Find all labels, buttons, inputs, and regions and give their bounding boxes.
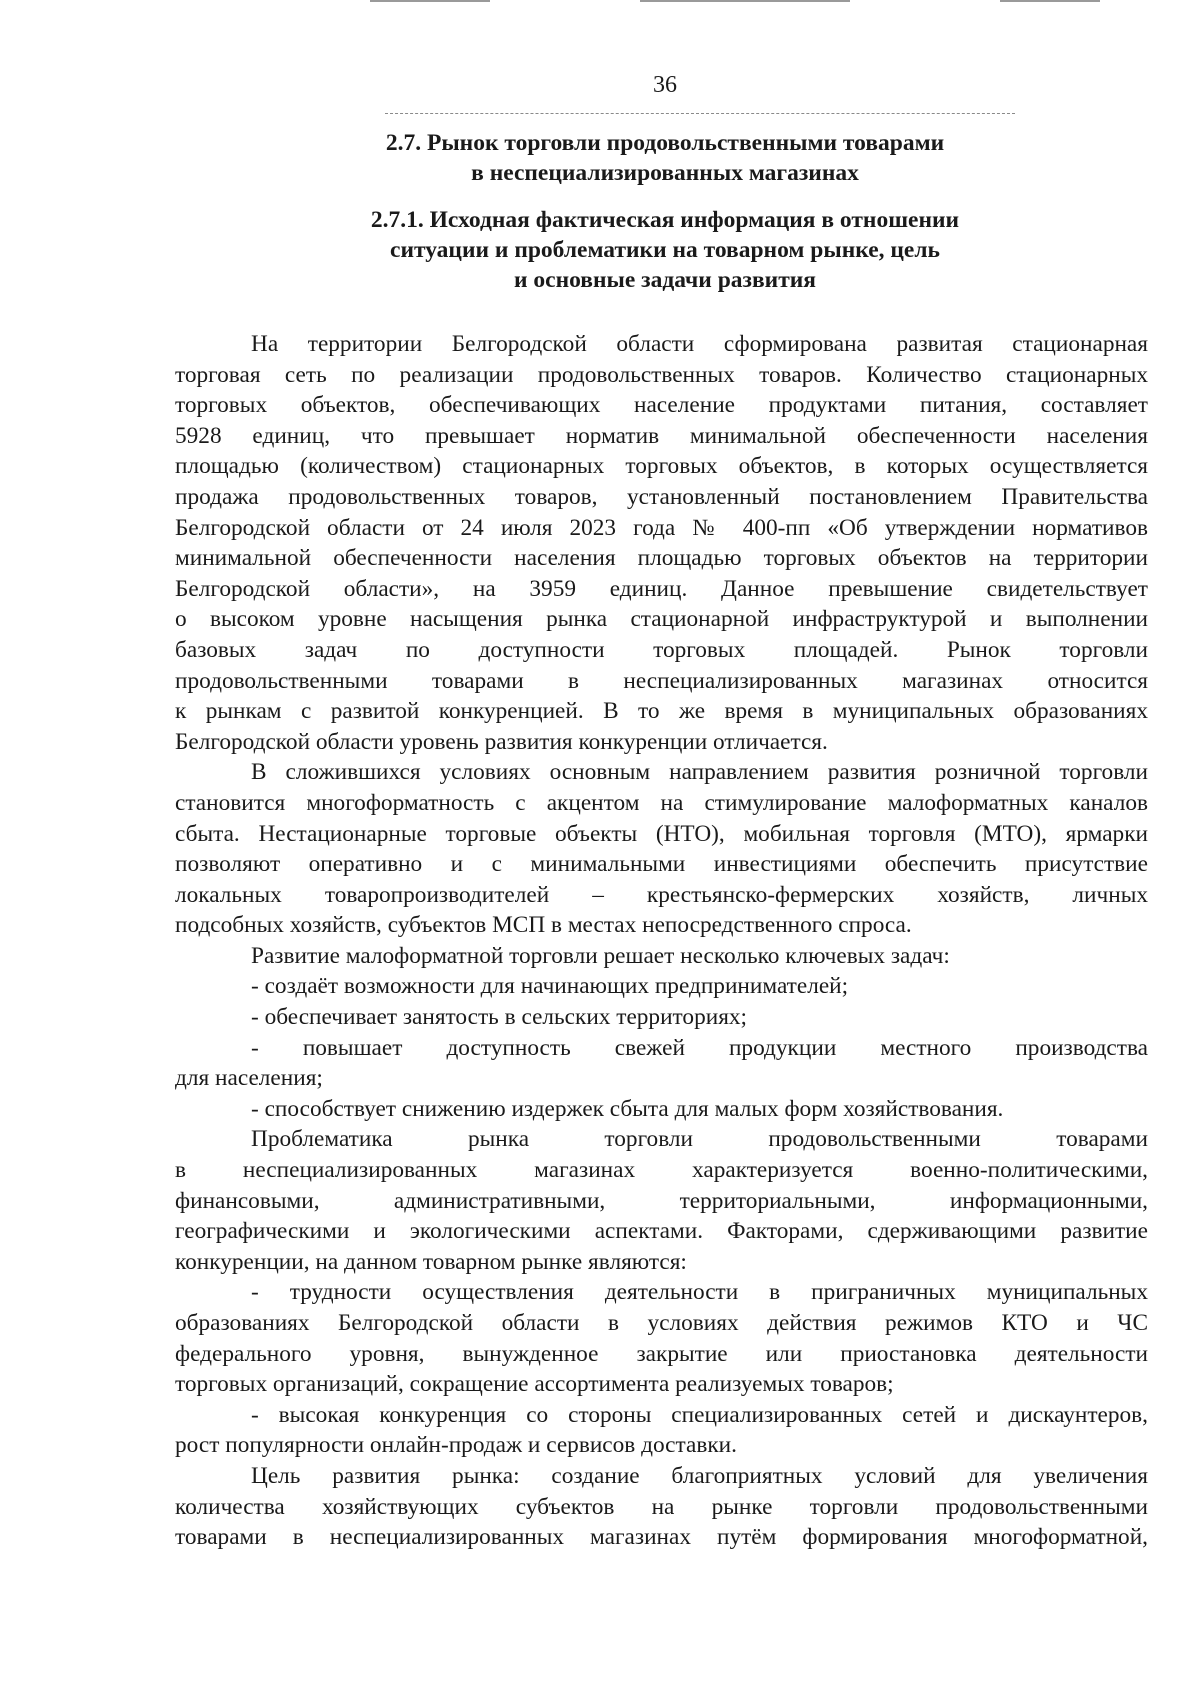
text-line: продовольственными товарами в неспециализированных магазинах относится (175, 667, 1148, 694)
text-line: товарами в неспециализированных магазинах путём формирования многоформатной, (175, 1524, 1148, 1551)
list-item: - высокая конкуренция со стороны специализированных сетей и дискаунтеров, (251, 1401, 1148, 1428)
list-item: - создаёт возможности для начинающих предпринимателей; (251, 973, 849, 1000)
text-line: Развитие малоформатной торговли решает несколько ключевых задач: (251, 942, 950, 969)
text-line: торговых организаций, сокращение ассортимента реализуемых товаров; (175, 1371, 894, 1398)
section-heading (300, 128, 1030, 188)
text-line: рост популярности онлайн-продаж и сервисов доставки. (175, 1432, 737, 1459)
text-line: географическими и экологическими аспектами. Факторами, сдерживающими развитие (175, 1218, 1148, 1245)
text-line: количества хозяйствующих субъектов на рынке торговли продовольственными (175, 1493, 1148, 1520)
text-line: позволяют оперативно и с минимальными инвестициями обеспечить присутствие (175, 851, 1148, 878)
text-line: торговых объектов, обеспечивающих население продуктами питания, составляет (175, 392, 1148, 419)
subsection-heading-line: 2.7.1. Исходная фактическая информация в отношении (370, 207, 960, 233)
text-line: образованиях Белгородской области в условиях действия режимов КТО и ЧС (175, 1310, 1148, 1336)
text-line: для населения; (175, 1065, 323, 1092)
scan-border-line (640, 0, 850, 2)
text-line: В сложившихся условиях основным направлением развития розничной торговли (251, 759, 1148, 786)
text-line: 5928 единиц, что превышает норматив минимальной обеспеченности населения (175, 422, 1148, 449)
text-line: площадью (количеством) стационарных торговых объектов, в которых осуществляется (175, 453, 1148, 480)
text-line: в неспециализированных магазинах характеризуется военно-политическими, (175, 1157, 1148, 1184)
text-line: о высоком уровне насыщения рынка стационарной инфраструктурой и выполнении (175, 606, 1148, 633)
page-number: 36 (653, 72, 677, 98)
list-item: - повышает доступность свежей продукции местного производства (251, 1034, 1148, 1061)
text-line: продажа продовольственных товаров, установленный постановлением Правительства (175, 483, 1148, 510)
list-item: - обеспечивает занятость в сельских территориях; (251, 1004, 748, 1031)
subsection-heading (300, 205, 1030, 295)
list-item: - трудности осуществления деятельности в приграничных муниципальных (251, 1279, 1148, 1306)
scan-border-line (370, 0, 490, 2)
text-line: Проблематика рынка торговли продовольственными товарами (251, 1126, 1148, 1153)
list-item: - способствует снижению издержек сбыта для малых форм хозяйствования. (251, 1095, 1004, 1122)
text-line: финансовыми, административными, территориальными, информационными, (175, 1187, 1148, 1214)
text-line: становится многоформатность с акцентом на стимулирование малоформатных каналов (175, 789, 1148, 816)
subsection-heading-line: и основные задачи развития (513, 267, 817, 293)
section-heading-line: 2.7. Рынок торговли продовольственными товарами (385, 130, 945, 156)
text-line: к рынкам с развитой конкуренцией. В то же время в муниципальных образованиях (175, 698, 1148, 725)
section-heading-line: в неспециализированных магазинах (471, 160, 859, 186)
text-line: сбыта. Нестационарные торговые объекты (НТО), мобильная торговля (МТО), ярмарки (175, 820, 1148, 847)
text-line: торговая сеть по реализации продовольственных товаров. Количество стационарных (175, 361, 1148, 388)
text-line: Белгородской области от 24 июля 2023 года № 400-пп «Об утверждении нормативов (175, 514, 1148, 541)
text-line: федерального уровня, вынужденное закрытие или приостановка деятельности (175, 1340, 1148, 1367)
text-line: Цель развития рынка: создание благоприятных условий для увеличения (251, 1462, 1148, 1489)
scan-border-line (1000, 0, 1100, 2)
text-line: Белгородской области», на 3959 единиц. Данное превышение свидетельствует (175, 575, 1148, 602)
text-line: минимальной обеспеченности населения площадью торговых объектов на территории (175, 545, 1148, 572)
text-line: локальных товаропроизводителей – крестьянско-фермерских хозяйств, личных (175, 881, 1148, 908)
header-rule (385, 113, 1015, 114)
text-line: На территории Белгородской области сформирована развитая стационарная (251, 331, 1148, 357)
body-text (175, 329, 1148, 1553)
subsection-heading-line: ситуации и проблематики на товарном рынке, цель (390, 237, 940, 263)
text-line: базовых задач по доступности торговых площадей. Рынок торговли (175, 636, 1148, 663)
text-line: конкуренции, на данном товарном рынке являются: (175, 1248, 687, 1275)
text-line: подсобных хозяйств, субъектов МСП в местах непосредственного спроса. (175, 912, 912, 939)
text-line: Белгородской области уровень развития конкуренции отличается. (175, 728, 828, 755)
